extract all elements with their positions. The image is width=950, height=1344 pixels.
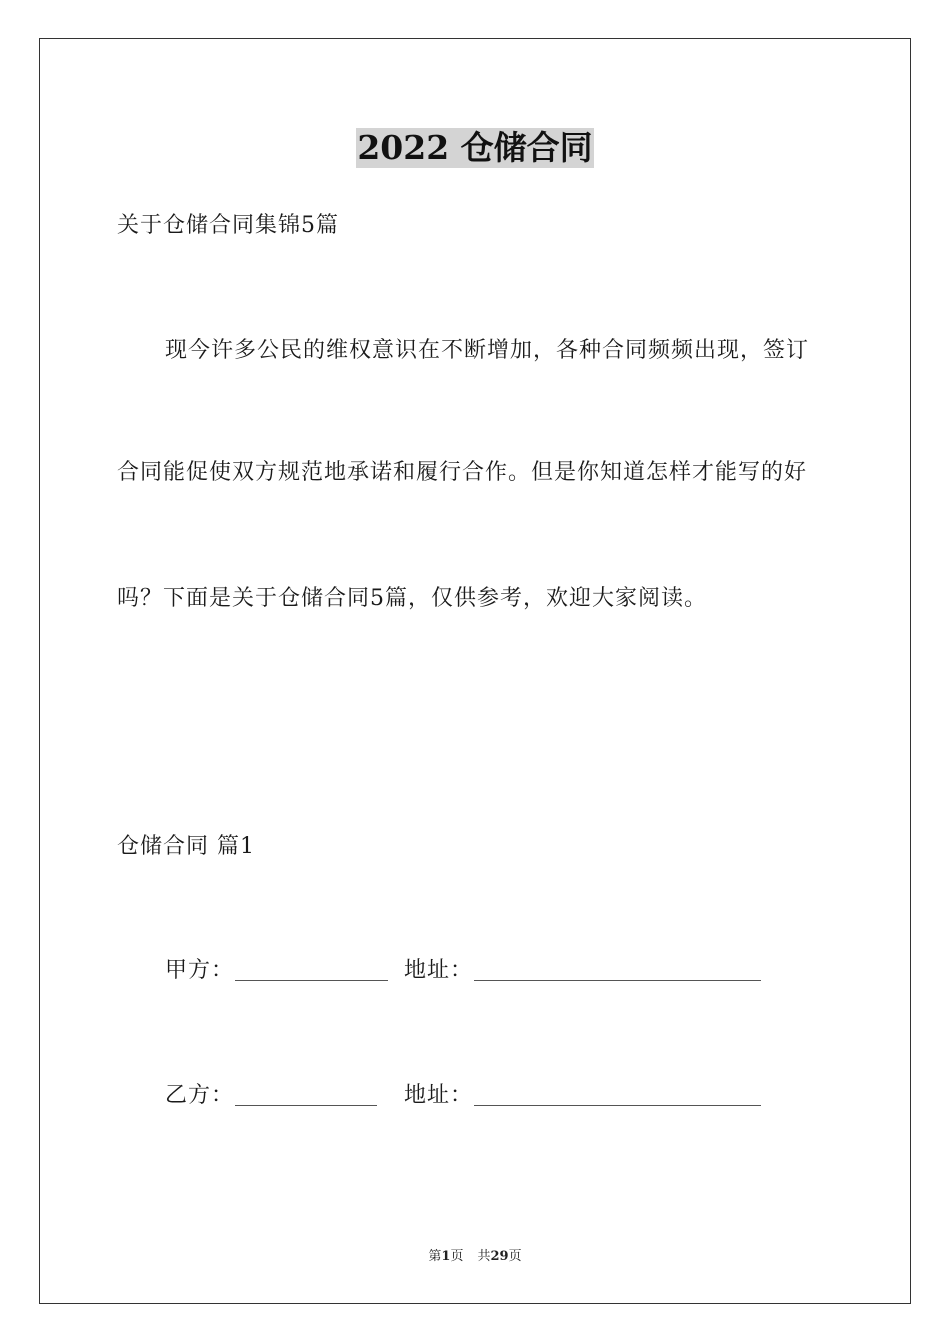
footer-page-suffix: 页	[450, 1249, 464, 1264]
footer-page-prefix: 第	[428, 1249, 442, 1264]
footer-page-number: 1	[441, 1249, 451, 1264]
party-a-address-label: 地址：	[404, 958, 474, 983]
party-b-label: 乙方：	[165, 1083, 235, 1108]
page-footer	[0, 1249, 950, 1265]
party-a-name-blank	[235, 980, 388, 981]
footer-total-prefix: 共	[477, 1249, 491, 1264]
party-b-address-row	[404, 1082, 473, 1110]
party-a-row	[165, 957, 234, 985]
party-a-label: 甲方：	[165, 958, 235, 983]
party-b-address-label: 地址：	[404, 1083, 474, 1108]
document-title: 2022 仓储合同	[357, 128, 593, 167]
intro-paragraph-line-2: 合同能促使双方规范地承诺和履行合作。但是你知道怎样才能写的好	[117, 460, 808, 485]
intro-paragraph-line-1: 现今许多公民的维权意识在不断增加，各种合同频频出现，签订	[165, 338, 810, 363]
party-b-row	[165, 1082, 234, 1110]
footer-total-suffix: 页	[508, 1249, 522, 1264]
party-b-address-blank	[474, 1105, 761, 1106]
party-a-address-row	[404, 957, 473, 985]
party-b-name-blank	[235, 1105, 377, 1106]
section-heading: 仓储合同 篇1	[117, 834, 255, 859]
title-container	[0, 128, 950, 168]
document-subtitle: 关于仓储合同集锦5篇	[117, 213, 339, 238]
intro-paragraph-line-3: 吗？下面是关于仓储合同5篇，仅供参考，欢迎大家阅读。	[117, 586, 707, 611]
party-a-address-blank	[474, 980, 761, 981]
footer-total-pages: 29	[490, 1249, 509, 1264]
